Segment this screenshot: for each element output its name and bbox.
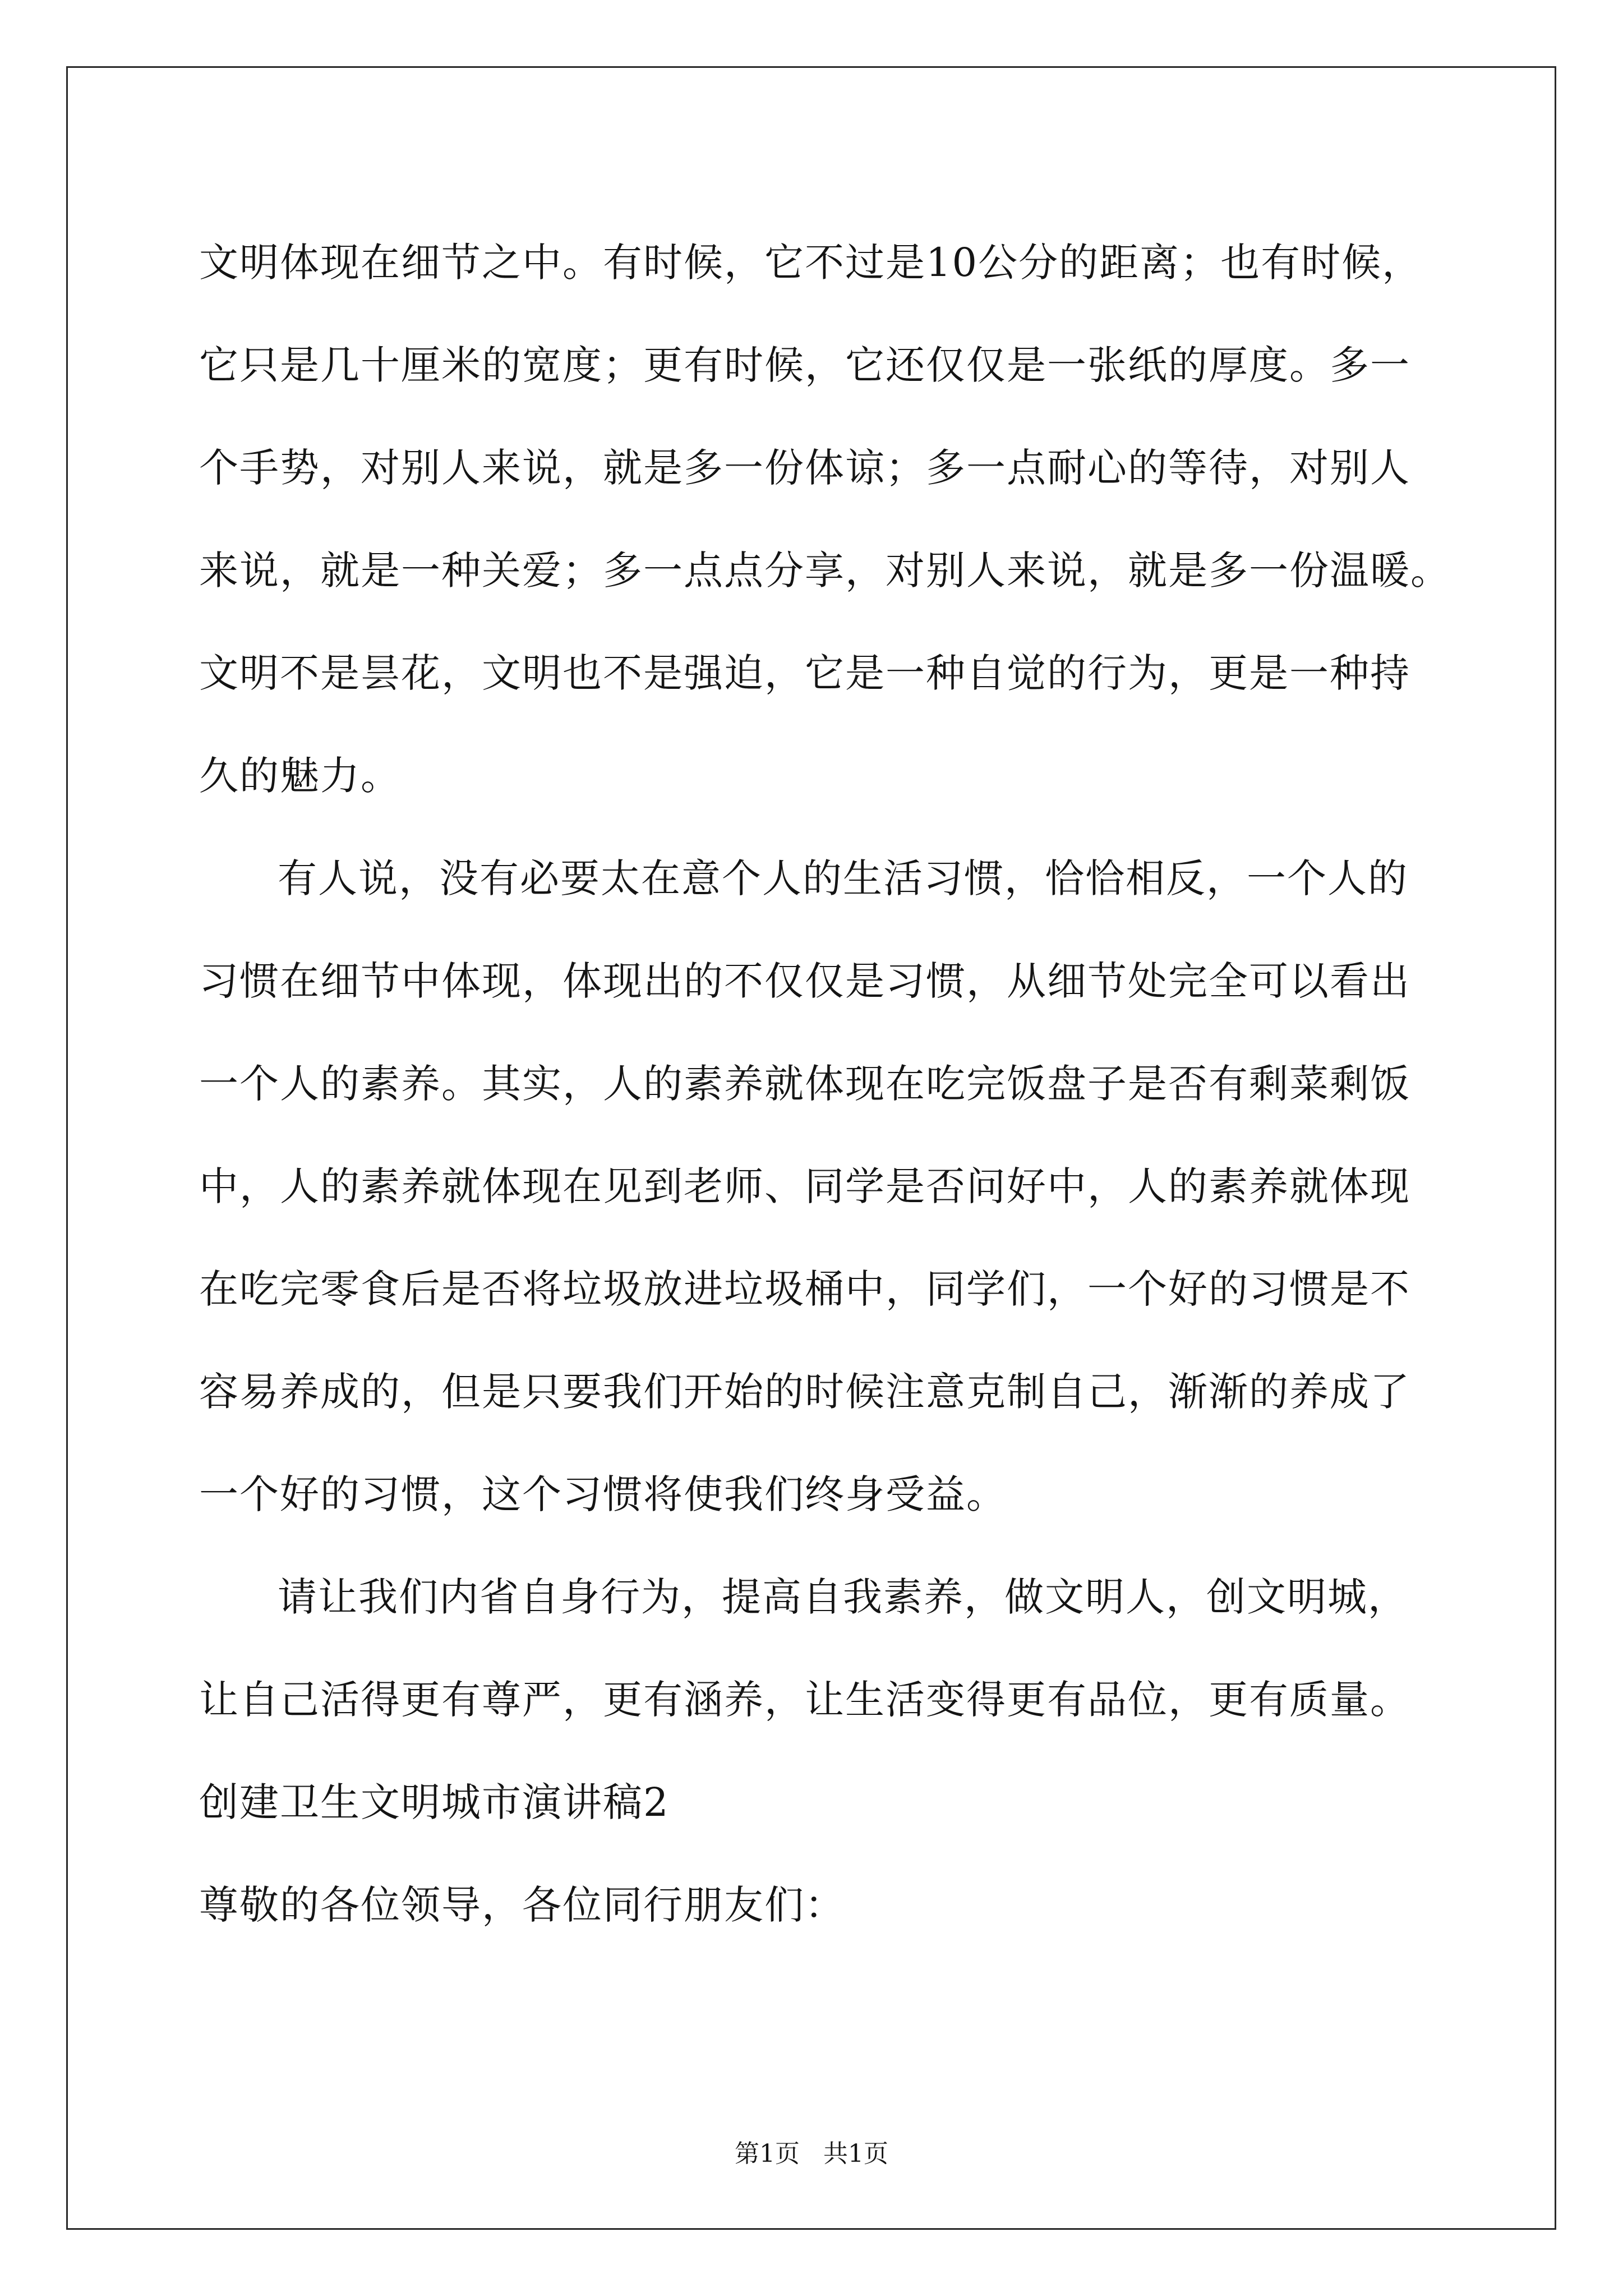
text-line: 在吃完零食后是否将垃圾放进垃圾桶中，同学们，一个好的习惯是不 — [199, 1266, 1410, 1312]
page-footer: 第1页 共1页 — [735, 2139, 888, 2168]
text-line: 文明不是昙花，文明也不是强迫，它是一种自觉的行为，更是一种持 — [199, 650, 1410, 696]
salutation: 尊敬的各位领导，各位同行朋友们： — [199, 1882, 845, 1928]
text-line: 有人说，没有必要太在意个人的生活习惯，恰恰相反，一个人的 — [278, 855, 1408, 901]
text-line: 请让我们内省自身行为，提高自我素养，做文明人，创文明城， — [278, 1574, 1408, 1620]
text-line: 来说，就是一种关爱；多一点点分享，对别人来说，就是多一份温暖。 — [199, 547, 1451, 593]
text-line: 中，人的素养就体现在见到老师、同学是否问好中，人的素养就体现 — [199, 1163, 1410, 1209]
text-line: 它只是几十厘米的宽度；更有时候，它还仅仅是一张纸的厚度。多一 — [199, 342, 1410, 388]
text-line: 容易养成的，但是只要我们开始的时候注意克制自己，渐渐的养成了 — [199, 1369, 1410, 1415]
text-line: 久的魅力。 — [199, 753, 401, 799]
text-line: 一个好的习惯，这个习惯将使我们终身受益。 — [199, 1471, 1007, 1517]
text-line: 个手势，对别人来说，就是多一份体谅；多一点耐心的等待，对别人 — [199, 445, 1410, 491]
section-title: 创建卫生文明城市演讲稿2 — [199, 1779, 670, 1825]
text-line: 一个人的素养。其实，人的素养就体现在吃完饭盘子是否有剩菜剩饭 — [199, 1061, 1410, 1107]
document-body — [199, 211, 1451, 1957]
text-line: 习惯在细节中体现，体现出的不仅仅是习惯，从细节处完全可以看出 — [199, 958, 1410, 1004]
text-line: 让自己活得更有尊严，更有涵养，让生活变得更有品位，更有质量。 — [199, 1677, 1410, 1723]
text-line: 文明体现在细节之中。有时候，它不过是10公分的距离；也有时候， — [199, 240, 1423, 286]
